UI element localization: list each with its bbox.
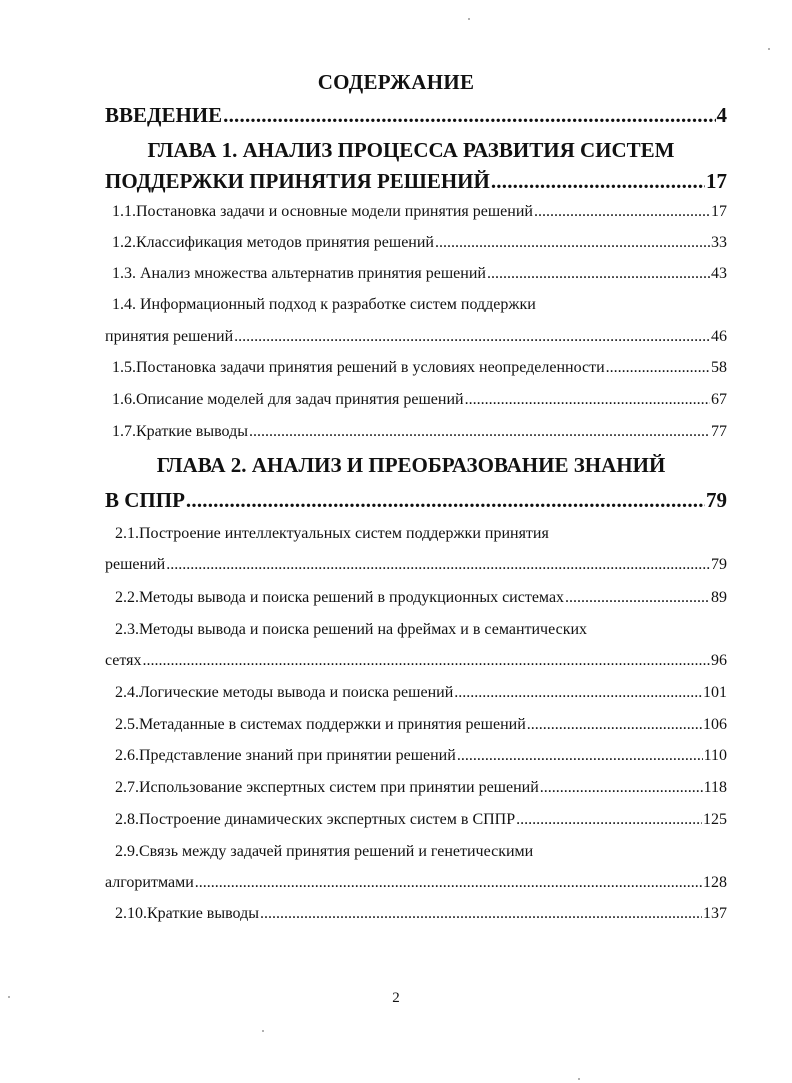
toc-page-number: 43 xyxy=(711,265,727,282)
toc-entry-label: 2.6.Представление знаний при принятии решений xyxy=(115,747,456,764)
toc-page-number: 110 xyxy=(703,747,727,764)
leader-dots xyxy=(540,779,703,797)
toc-entry-label: 1.3. Анализ множества альтернатив принятия решений xyxy=(112,265,486,282)
toc-entry-label: 2.7.Использование экспертных систем при принятии решений xyxy=(115,779,539,796)
toc-entry-1-7[interactable] xyxy=(0,423,792,441)
leader-dots xyxy=(143,652,710,670)
toc-page-number: 137 xyxy=(703,905,727,922)
toc-entry-label: алгоритмами xyxy=(105,874,194,891)
leader-dots xyxy=(606,359,710,377)
toc-page-number: 17 xyxy=(706,169,727,193)
toc-entry-label: В СППР xyxy=(105,488,185,512)
toc-entry-label: решений xyxy=(105,556,166,573)
toc-entry-1-6[interactable] xyxy=(0,391,792,409)
leader-dots xyxy=(534,203,710,221)
scan-speck xyxy=(768,48,770,50)
leader-dots xyxy=(435,234,710,252)
toc-page-number: 125 xyxy=(703,811,727,828)
toc-entry-label: 1.4. Информационный подход к разработке систем поддержки xyxy=(112,296,536,313)
toc-entry-label: 2.10.Краткие выводы xyxy=(115,905,259,922)
toc-entry-label: 2.1.Построение интеллектуальных систем поддержки принятия xyxy=(115,525,549,542)
toc-entry-2-6[interactable] xyxy=(0,747,792,765)
toc-page-number: 106 xyxy=(703,716,727,733)
scan-speck xyxy=(262,1030,264,1032)
toc-page-number: 33 xyxy=(711,234,727,251)
toc-entry-label: сетях xyxy=(105,652,142,669)
toc-entry-2-7[interactable] xyxy=(0,779,792,797)
leader-dots xyxy=(186,488,705,513)
toc-entry-2-9[interactable] xyxy=(0,843,792,861)
toc-title: СОДЕРЖАНИЕ xyxy=(317,70,475,94)
toc-entry-2-5[interactable] xyxy=(0,716,792,734)
toc-entry-label: 1.6.Описание моделей для задач принятия решений xyxy=(112,391,464,408)
leader-dots xyxy=(249,423,710,441)
toc-entry-label: 2.9.Связь между задачей принятия решений и генетическими xyxy=(115,843,534,860)
leader-dots xyxy=(487,265,710,283)
toc-entry-2-4[interactable] xyxy=(0,684,792,702)
leader-dots xyxy=(465,391,710,409)
toc-entry-intro[interactable] xyxy=(0,103,792,128)
toc-entry-label: принятия решений xyxy=(105,328,234,345)
leader-dots xyxy=(527,716,702,734)
toc-page-number: 58 xyxy=(711,359,727,376)
toc-page-number: 101 xyxy=(703,684,727,701)
toc-entry-2-2[interactable] xyxy=(0,589,792,607)
toc-entry-label: 1.1.Постановка задачи и основные модели принятия решений xyxy=(112,203,533,220)
leader-dots xyxy=(454,684,702,702)
chapter1-heading-line1: ГЛАВА 1. АНАЛИЗ ПРОЦЕССА РАЗВИТИЯ СИСТЕМ xyxy=(147,138,675,162)
toc-entry-label: ПОДДЕРЖКИ ПРИНЯТИЯ РЕШЕНИЙ xyxy=(105,169,490,193)
leader-dots xyxy=(457,747,703,765)
toc-entry-label: 1.7.Краткие выводы xyxy=(112,423,248,440)
toc-entry-label: 2.2.Методы вывода и поиска решений в продукционных системах xyxy=(115,589,565,606)
leader-dots xyxy=(516,811,702,829)
leader-dots xyxy=(234,328,710,346)
toc-entry-2-9-cont[interactable] xyxy=(0,874,792,892)
toc-entry-2-1[interactable] xyxy=(0,525,792,543)
toc-entry-label: 2.4.Логические методы вывода и поиска решений xyxy=(115,684,454,701)
scan-speck xyxy=(468,18,470,20)
toc-entry-label: ВВЕДЕНИЕ xyxy=(105,103,223,127)
page-number: 2 xyxy=(392,990,400,1006)
toc-page-number: 46 xyxy=(711,328,727,345)
toc-entry-label: 2.8.Построение динамических экспертных систем в СППР xyxy=(115,811,516,828)
toc-page-number: 89 xyxy=(711,589,727,606)
toc-page-number: 77 xyxy=(711,423,727,440)
scan-speck xyxy=(578,1078,580,1080)
toc-entry-2-3[interactable] xyxy=(0,621,792,639)
toc-page-number: 96 xyxy=(711,652,727,669)
toc-entry-1-4[interactable] xyxy=(0,296,792,314)
leader-dots xyxy=(195,874,702,892)
toc-entry-label: 1.5.Постановка задачи принятия решений в условиях неопределенности xyxy=(112,359,605,376)
toc-entry-1-5[interactable] xyxy=(0,359,792,377)
toc-entry-label: 1.2.Классификация методов принятия решений xyxy=(112,234,434,251)
toc-page-number: 17 xyxy=(711,203,727,220)
leader-dots xyxy=(166,556,710,574)
toc-entry-2-3-cont[interactable] xyxy=(0,652,792,670)
leader-dots xyxy=(260,905,702,923)
toc-entry-2-10[interactable] xyxy=(0,905,792,923)
toc-page-number: 118 xyxy=(703,779,727,796)
toc-entry-2-8[interactable] xyxy=(0,811,792,829)
toc-entry-chapter2[interactable] xyxy=(0,488,792,513)
toc-entry-label: 2.3.Методы вывода и поиска решений на фреймах и в семантических xyxy=(115,621,588,638)
toc-entry-1-4-cont[interactable] xyxy=(0,328,792,346)
toc-entry-chapter1[interactable] xyxy=(0,169,792,194)
toc-entry-2-1-cont[interactable] xyxy=(0,556,792,574)
scan-speck xyxy=(8,996,10,998)
toc-entry-1-1[interactable] xyxy=(0,203,792,221)
leader-dots xyxy=(223,103,715,128)
toc-page-number: 67 xyxy=(711,391,727,408)
toc-entry-label: 2.5.Метаданные в системах поддержки и принятия решений xyxy=(115,716,526,733)
toc-page-number: 4 xyxy=(716,103,727,127)
leader-dots xyxy=(565,589,710,607)
toc-page-number: 128 xyxy=(703,874,727,891)
toc-entry-1-3[interactable] xyxy=(0,265,792,283)
toc-page-number: 79 xyxy=(711,556,727,573)
leader-dots xyxy=(491,169,705,194)
chapter2-heading-line1: ГЛАВА 2. АНАЛИЗ И ПРЕОБРАЗОВАНИЕ ЗНАНИЙ xyxy=(156,453,666,477)
toc-entry-1-2[interactable] xyxy=(0,234,792,252)
toc-page-number: 79 xyxy=(706,488,727,512)
